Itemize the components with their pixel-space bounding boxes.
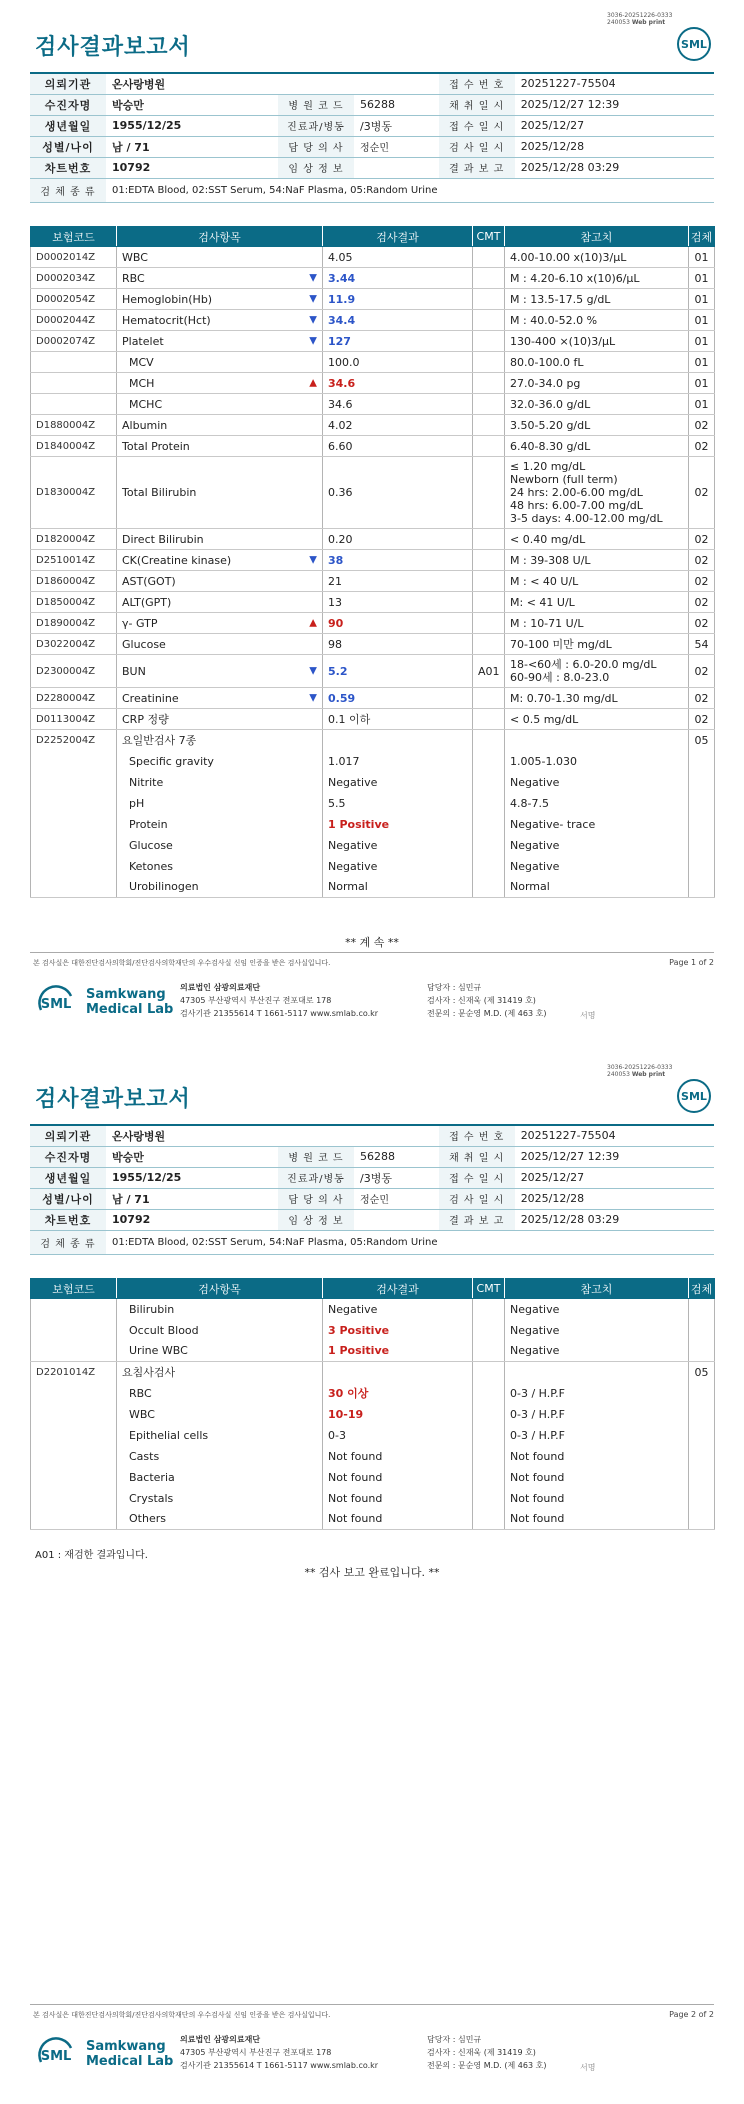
- test-code: D1880004Z: [31, 415, 117, 436]
- svg-text:SML: SML: [681, 1090, 707, 1103]
- low-flag-icon: ▼: [309, 665, 317, 677]
- test-cmt: [473, 571, 505, 592]
- table-row: [31, 655, 715, 688]
- test-result: 21: [323, 571, 473, 592]
- reference-range: Negative: [505, 1341, 689, 1362]
- samkwang-logo-icon: [35, 982, 77, 1024]
- specimen-code: 02: [689, 688, 715, 709]
- test-code: D0002054Z: [31, 289, 117, 310]
- test-code: D0002074Z: [31, 331, 117, 352]
- test-item-label: AST(GOT): [122, 574, 176, 588]
- test-item: Urine WBC: [117, 1341, 323, 1362]
- reference-range: M : 4.20-6.10 x(10)6/μL: [505, 268, 689, 289]
- test-cmt: [473, 634, 505, 655]
- table-row: [31, 571, 715, 592]
- low-flag-icon: ▼: [309, 554, 317, 566]
- print-id: 3036-20251226-0333 240053 Web print: [607, 1064, 673, 1078]
- specimen-code: 05: [689, 1362, 715, 1383]
- specimen-code: 54: [689, 634, 715, 655]
- table-row: [31, 1446, 715, 1467]
- test-cmt: [473, 310, 505, 331]
- test-result: 34.6: [323, 373, 473, 394]
- test-code: D2252004Z: [31, 730, 117, 751]
- test-item-label: Hemoglobin(Hb): [122, 292, 213, 306]
- reference-line: Newborn (full term): [510, 473, 618, 486]
- table-row: [31, 751, 715, 772]
- group-title: 요일반검사 7종: [117, 730, 323, 751]
- reference-range: 3.50-5.20 g/dL: [505, 415, 689, 436]
- test-result: 0.20: [323, 529, 473, 550]
- low-flag-icon: ▼: [309, 314, 317, 326]
- report-title: 검사결과보고서: [35, 35, 191, 60]
- table-row: [31, 373, 715, 394]
- reference-range: M : 10-71 U/L: [505, 613, 689, 634]
- patient-info-table: 의뢰기관 온사랑병원 접 수 번 호 20251227-75504 수진자명 박승만 병 원 코 드 56288 채 취 일 시 2025/12/27 12:39 생년월일 1955/12/25 진료과/병동 /3병동 접 수 일 시 2025/12/27 성별/나이 남 / 71 담 당 의 사 정순민 검 사 일 시 2025/12/28 차트번호 10792 임 상 정 보 결 과 보 고 2025/12/28 03:29 검 체 종 류 01:EDTA Blood, 02:SST Serum, 54:NaF Plasma, 05:Random Urine: [30, 1124, 714, 1255]
- report-title: 검사결과보고서: [35, 1087, 191, 1112]
- test-result: 1 Positive: [323, 814, 473, 835]
- test-cmt: [473, 592, 505, 613]
- test-cmt: [473, 709, 505, 730]
- test-item: [117, 592, 323, 613]
- report-page-2: 3036-20251226-0333 240053 Web print 검사결과보고서 SML 의뢰기관 온사랑병원 접 수 번 호 20251227-75504 수진자명 박승만 병 원 코 드 56288 채 취 일 시 2025/12/27 12:39 생년월일 1955/12/25 진료과/병동 /3병동 접 수 일 시 2025/12/27 성별/나이 남 / 71 담 당 의 사 정순민 검 사 일 시 2025/12/28 차트번호 10792 임 상 정 보 결 과 보 고 2025/12/28 03:29 검 체 종 류 01:EDTA Blood, 02:SST Serum, 54:NaF Plasma, 05:Random Urine 보험코드 검사항목 검사결과 CMT 참고치 검체 Bilirubin Negative Negative Occult Blood 3 Positive Negative Urine WBC 1 Positive Negative D2201014Z 요침사검사 05 RBC 30 이상 0-3 / H.P.F WBC 10-19 0-3 / H.P.F Epithelial cells 0-3 0-3 / H.P.F Casts Not found Not found Bacteria Not found Not found Crystals Not found Not found Others Not found Not found A01 : 재검한 결과입니다. ** 검사 보고 완료입니다. ** 본 검사실은 대한진단검사의학회/진단검사의학재단의 우수검사실 신임 인증을 받은 검사실입니다. Page 2 of 2 SML Samkwang Medical Lab 의료법인 삼광의료재단 47305 부산광역시 부산진구 전포대로 178 검사기관 21355614 T 1661-5117 www.smlab.co.kr 담당자 : 심민규 검사자 : 신재욱 (제 31419 호) 전문의 : 문순영 M.D. (제 463 호) 서명: [0, 1052, 744, 2104]
- reference-range: 4.00-10.00 x(10)3/μL: [505, 247, 689, 268]
- table-row: [31, 415, 715, 436]
- test-result: 34.4: [323, 310, 473, 331]
- group-title: 요침사검사: [117, 1362, 323, 1383]
- reference-range: Negative: [505, 1299, 689, 1320]
- reference-range: Negative- trace: [505, 814, 689, 835]
- test-code: D1840004Z: [31, 436, 117, 457]
- low-flag-icon: ▼: [309, 293, 317, 305]
- test-item-label: ALT(GPT): [122, 595, 172, 609]
- test-item-label: γ- GTP: [122, 616, 158, 630]
- reference-range: M : < 40 U/L: [505, 571, 689, 592]
- test-result: 10-19: [323, 1404, 473, 1425]
- report-complete: ** 검사 보고 완료입니다. **: [304, 1566, 440, 1579]
- test-item-label: Direct Bilirubin: [122, 532, 204, 546]
- lab-staff: 담당자 : 심민규 검사자 : 신재욱 (제 31419 호) 전문의 : 문순영 M.D. (제 463 호): [427, 2035, 547, 2070]
- specimen-code: 02: [689, 655, 715, 688]
- test-item-label: Creatinine: [122, 691, 179, 705]
- test-item: [117, 352, 323, 373]
- test-result: 13: [323, 592, 473, 613]
- test-item-label: MCHC: [129, 397, 163, 411]
- test-item: Urobilinogen: [117, 877, 323, 898]
- reference-range: Negative: [505, 1320, 689, 1341]
- test-result: Negative: [323, 835, 473, 856]
- test-item: [117, 571, 323, 592]
- table-row: [31, 352, 715, 373]
- test-item: RBC: [117, 1383, 323, 1404]
- test-cmt: [473, 613, 505, 634]
- test-item: [117, 655, 323, 688]
- test-item: Bilirubin: [117, 1299, 323, 1320]
- reference-range: 130-400 ×(10)3/μL: [505, 331, 689, 352]
- test-item: [117, 550, 323, 571]
- test-cmt: [473, 529, 505, 550]
- reference-range: 0-3 / H.P.F: [505, 1383, 689, 1404]
- table-row: [31, 1383, 715, 1404]
- test-code: D0002044Z: [31, 310, 117, 331]
- test-item: Others: [117, 1509, 323, 1530]
- report-page-1: 3036-20251226-0333 240053 Web print 검사결과보고서 SML 의뢰기관 온사랑병원 접 수 번 호 20251227-75504 수진자명 박승만 병 원 코 드 56288 채 취 일 시 2025/12/27 12:39 생년월일 1955/12/25 진료과/병동 /3병동 접 수 일 시 2025/12/27 성별/나이 남 / 71 담 당 의 사 정순민 검 사 일 시 2025/12/28 차트번호 10792 임 상 정 보 결 과 보 고 2025/12/28 03:29 검 체 종 류 01:EDTA Blood, 02:SST Serum, 54:NaF Plasma, 05:Random Urine 보험코드 검사항목 검사결과 CMT 참고치 검체 D0002014Z WBC 4.05 4.00-10.00 x(10)3/μL 01 D0002034Z RBC ▼ 3.44 M : 4.20-6.10 x(10)6/μL 01 D0002054Z Hemoglobin(Hb) ▼ 11.9 M : 13.5-17.5 g/dL 01 D0002044Z Hematocrit(Hct) ▼ 34.4 M : 40.0-52.0 % 01 D0002074Z Platelet ▼ 127 130-400 ×(10)3/μL 01 MCV 100.0 80.0-100.0 fL 01 MCH ▲ 34.6 27.0-34.0 pg 01 MCHC 34.6 32.0-36.0 g/dL 01 D1880004Z Albumin 4.02 3.50-5.20 g/dL 02 D1840004Z Total Protein 6.60 6.40-8.30 g/dL 02 D1830004Z Total Bilirubin 0.36 ≤ 1.20 mg/dL Newborn (full term) 24 hrs: 2.00-6.00 mg/dL 48 hrs: 6.00-7.00 mg/dL 3-5 days: 4.00-12.00 mg/dL 02 D1820004Z Direct Bilirubin 0.20 < 0.40 mg/dL 02 D2510014Z CK(Creatine kinase) ▼ 38 M : 39-308 U/L 02 D1860004Z AST(GOT) 21 M : < 40 U/L 02 D1850004Z ALT(GPT) 13 M: < 41 U/L 02 D1890004Z γ- GTP ▲ 90 M : 10-71 U/L 02 D3022004Z Glucose 98 70-100 미만 mg/dL 54 D2300004Z BUN ▼ 5.2 A01 18-<60세 : 6.0-20.0 mg/dL 60-90세 : 8.0-23.0 02 D2280004Z Creatinine ▼ 0.59 M: 0.70-1.30 mg/dL 02 D0113004Z CRP 정량 0.1 이하 < 0.5 mg/dL 02 D2252004Z 요일반검사 7종 05 Specific gravity 1.017 1.005-1.030 Nitrite Negative Negative pH 5.5 4.8-7.5 Protein 1 Positive Negative- trace Glucose Negative Negative Ketones Negative Negative Urobilinogen Normal Normal ** 계 속 ** 본 검사실은 대한진단검사의학회/진단검사의학재단의 우수검사실 신임 인증을 받은 검사실입니다. Page 1 of 2 SML Samkwang Medical Lab 의료법인 삼광의료재단 47305 부산광역시 부산진구 전포대로 178 검사기관 21355614 T 1661-5117 www.smlab.co.kr 담당자 : 심민규 검사자 : 신재욱 (제 31419 호) 전문의 : 문순영 M.D. (제 463 호) 서명: [0, 0, 744, 1052]
- test-item: [117, 331, 323, 352]
- test-item: Crystals: [117, 1488, 323, 1509]
- reference-range: Not found: [505, 1467, 689, 1488]
- test-code: [31, 373, 117, 394]
- reference-line: 3-5 days: 4.00-12.00 mg/dL: [510, 512, 663, 525]
- specimen-code: 01: [689, 331, 715, 352]
- test-result: 4.02: [323, 415, 473, 436]
- test-item-label: MCV: [129, 355, 154, 369]
- svg-text:SML: SML: [40, 997, 72, 1012]
- test-item: Specific gravity: [117, 751, 323, 772]
- test-item: Epithelial cells: [117, 1425, 323, 1446]
- specimen-code: 02: [689, 571, 715, 592]
- table-row: [31, 592, 715, 613]
- lab-staff: 담당자 : 심민규 검사자 : 신재욱 (제 31419 호) 전문의 : 문순영 M.D. (제 463 호): [427, 983, 547, 1018]
- test-result: 38: [323, 550, 473, 571]
- table-row: [31, 1341, 715, 1362]
- test-result: 4.05: [323, 247, 473, 268]
- table-row: [31, 1488, 715, 1509]
- test-item-label: CK(Creatine kinase): [122, 553, 232, 567]
- reference-range: 1.005-1.030: [505, 751, 689, 772]
- test-item-label: Albumin: [122, 418, 168, 432]
- test-cmt: [473, 352, 505, 373]
- test-code: D2300004Z: [31, 655, 117, 688]
- test-result: 127: [323, 331, 473, 352]
- specimen-code: 05: [689, 730, 715, 751]
- specimen-code: 02: [689, 415, 715, 436]
- test-code: D2280004Z: [31, 688, 117, 709]
- test-result: Negative: [323, 1299, 473, 1320]
- test-result: Negative: [323, 856, 473, 877]
- test-item: Occult Blood: [117, 1320, 323, 1341]
- test-cmt: [473, 373, 505, 394]
- specimen-code: 01: [689, 394, 715, 415]
- specimen-code: 02: [689, 436, 715, 457]
- table-row: [31, 1509, 715, 1530]
- test-result: Not found: [323, 1446, 473, 1467]
- lab-address: 의료법인 삼광의료재단 47305 부산광역시 부산진구 전포대로 178 검사기관 21355614 T 1661-5117 www.smlab.co.kr: [180, 983, 379, 1018]
- test-code: D2510014Z: [31, 550, 117, 571]
- test-item: [117, 688, 323, 709]
- table-row: [31, 550, 715, 571]
- test-item-label: BUN: [122, 664, 146, 678]
- test-result: 100.0: [323, 352, 473, 373]
- test-item: [117, 415, 323, 436]
- test-item-label: Total Bilirubin: [122, 486, 197, 499]
- test-result: 34.6: [323, 394, 473, 415]
- signature: 서명: [580, 2063, 596, 2072]
- reference-line: 60-90세 : 8.0-23.0: [510, 671, 610, 684]
- test-cmt: [473, 247, 505, 268]
- continued-note: ** 계 속 **: [345, 936, 399, 949]
- test-item: [117, 373, 323, 394]
- test-code: D2201014Z: [31, 1362, 117, 1383]
- specimen-code: 01: [689, 268, 715, 289]
- test-item: [117, 289, 323, 310]
- brand-name: Samkwang Medical Lab: [86, 2039, 174, 2069]
- reference-line: ≤ 1.20 mg/dL: [510, 460, 586, 473]
- specimen-code: 02: [689, 613, 715, 634]
- reference-line: 48 hrs: 6.00-7.00 mg/dL: [510, 499, 643, 512]
- table-row: [31, 1425, 715, 1446]
- signature: 서명: [580, 1011, 596, 1020]
- a01-note: A01 : 재검한 결과입니다.: [35, 1550, 148, 1561]
- print-id: 3036-20251226-0333 240053 Web print: [607, 12, 673, 26]
- test-result: 30 이상: [323, 1383, 473, 1404]
- specimen-code: 02: [689, 457, 715, 529]
- specimen-code: 01: [689, 310, 715, 331]
- test-result: 6.60: [323, 436, 473, 457]
- reference-range: < 0.40 mg/dL: [505, 529, 689, 550]
- test-result: Not found: [323, 1488, 473, 1509]
- test-result: Normal: [323, 877, 473, 898]
- test-result: 0.59: [323, 688, 473, 709]
- test-code: [31, 394, 117, 415]
- table-row: [31, 793, 715, 814]
- table-row: [31, 394, 715, 415]
- reference-range: 70-100 미만 mg/dL: [505, 634, 689, 655]
- reference-range: M : 13.5-17.5 g/dL: [505, 289, 689, 310]
- table-row: [31, 634, 715, 655]
- test-result: 0.36: [323, 457, 473, 529]
- reference-range: 0-3 / H.P.F: [505, 1404, 689, 1425]
- test-code: D0113004Z: [31, 709, 117, 730]
- test-item: [117, 247, 323, 268]
- test-item: Bacteria: [117, 1467, 323, 1488]
- table-row: [31, 856, 715, 877]
- specimen-code: 02: [689, 709, 715, 730]
- table-row: [31, 1299, 715, 1320]
- test-item-label: MCH: [129, 376, 155, 390]
- table-row: [31, 835, 715, 856]
- reference-line: 24 hrs: 2.00-6.00 mg/dL: [510, 486, 643, 499]
- test-result: 1 Positive: [323, 1341, 473, 1362]
- test-cmt: [473, 457, 505, 529]
- test-result: 5.2: [323, 655, 473, 688]
- table-row: [31, 772, 715, 793]
- table-row: [31, 457, 715, 529]
- test-code: D0002034Z: [31, 268, 117, 289]
- test-cmt: [473, 688, 505, 709]
- test-item: Ketones: [117, 856, 323, 877]
- table-row: [31, 529, 715, 550]
- table-row: [31, 1404, 715, 1425]
- table-row: [31, 247, 715, 268]
- reference-range: Normal: [505, 877, 689, 898]
- test-result: 5.5: [323, 793, 473, 814]
- table-row: [31, 310, 715, 331]
- table-row: [31, 289, 715, 310]
- results-table-page-1: 보험코드 검사항목 검사결과 CMT 참고치 검체 D0002014Z WBC 4.05 4.00-10.00 x(10)3/μL 01 D0002034Z RBC ▼ 3.44 M : 4.20-6.10 x(10)6/μL 01 D0002054Z Hemoglobin(Hb) ▼ 11.9 M : 13.5-17.5 g/dL 01 D0002044Z Hematocrit(Hct) ▼ 34.4 M : 40.0-52.0 % 01 D0002074Z Platelet ▼ 127 130-400 ×(10)3/μL 01 MCV 100.0 80.0-100.0 fL 01 MCH ▲ 34.6 27.0-34.0 pg 01 MCHC 34.6 32.0-36.0 g/dL 01 D1880004Z Albumin 4.02 3.50-5.20 g/dL 02 D1840004Z Total Protein 6.60 6.40-8.30 g/dL 02 D1830004Z Total Bilirubin 0.36 ≤ 1.20 mg/dL Newborn (full term) 24 hrs: 2.00-6.00 mg/dL 48 hrs: 6.00-7.00 mg/dL 3-5 days: 4.00-12.00 mg/dL 02 D1820004Z Direct Bilirubin 0.20 < 0.40 mg/dL 02 D2510014Z CK(Creatine kinase) ▼ 38 M : 39-308 U/L 02 D1860004Z AST(GOT) 21 M : < 40 U/L 02 D1850004Z ALT(GPT) 13 M: < 41 U/L 02 D1890004Z γ- GTP ▲ 90 M : 10-71 U/L 02 D3022004Z Glucose 98 70-100 미만 mg/dL 54 D2300004Z BUN ▼ 5.2 A01 18-<60세 : 6.0-20.0 mg/dL 60-90세 : 8.0-23.0 02 D2280004Z Creatinine ▼ 0.59 M: 0.70-1.30 mg/dL 02 D0113004Z CRP 정량 0.1 이하 < 0.5 mg/dL 02 D2252004Z 요일반검사 7종 05 Specific gravity 1.017 1.005-1.030 Nitrite Negative Negative pH 5.5 4.8-7.5 Protein 1 Positive Negative- trace Glucose Negative Negative Ketones Negative Negative Urobilinogen Normal Normal: [30, 226, 715, 898]
- patient-info-table: 의뢰기관 온사랑병원 접 수 번 호 20251227-75504 수진자명 박승만 병 원 코 드 56288 채 취 일 시 2025/12/27 12:39 생년월일 1955/12/25 진료과/병동 /3병동 접 수 일 시 2025/12/27 성별/나이 남 / 71 담 당 의 사 정순민 검 사 일 시 2025/12/28 차트번호 10792 임 상 정 보 결 과 보 고 2025/12/28 03:29 검 체 종 류 01:EDTA Blood, 02:SST Serum, 54:NaF Plasma, 05:Random Urine: [30, 72, 714, 203]
- test-code: [31, 352, 117, 373]
- test-item-label: WBC: [122, 250, 148, 264]
- test-item: [117, 613, 323, 634]
- test-item: Casts: [117, 1446, 323, 1467]
- test-item-label: CRP 정량: [122, 713, 169, 726]
- reference-range: 6.40-8.30 g/dL: [505, 436, 689, 457]
- group-row: [31, 1362, 715, 1383]
- group-row: [31, 730, 715, 751]
- sml-logo-icon: [676, 1078, 712, 1114]
- test-item: [117, 529, 323, 550]
- test-code: D1830004Z: [31, 457, 117, 529]
- specimen-code: 02: [689, 592, 715, 613]
- reference-range: 32.0-36.0 g/dL: [505, 394, 689, 415]
- test-item: [117, 436, 323, 457]
- specimen-code: 01: [689, 373, 715, 394]
- specimen-code: 01: [689, 289, 715, 310]
- test-cmt: [473, 289, 505, 310]
- test-cmt: [473, 550, 505, 571]
- table-row: [31, 877, 715, 898]
- low-flag-icon: ▼: [309, 335, 317, 347]
- low-flag-icon: ▼: [309, 692, 317, 704]
- reference-range: Not found: [505, 1446, 689, 1467]
- reference-range: [505, 457, 689, 529]
- test-result: 0.1 이하: [323, 709, 473, 730]
- high-flag-icon: ▲: [309, 377, 317, 389]
- high-flag-icon: ▲: [309, 617, 317, 629]
- reference-range: < 0.5 mg/dL: [505, 709, 689, 730]
- test-result: 90: [323, 613, 473, 634]
- specimen-code: 02: [689, 529, 715, 550]
- reference-range: 80.0-100.0 fL: [505, 352, 689, 373]
- test-cmt: [473, 331, 505, 352]
- table-row: [31, 688, 715, 709]
- test-item: [117, 268, 323, 289]
- sml-logo-icon: [676, 26, 712, 62]
- specimen-code: 01: [689, 247, 715, 268]
- test-result: 3.44: [323, 268, 473, 289]
- svg-text:SML: SML: [40, 2049, 72, 2064]
- results-table-page-2: 보험코드 검사항목 검사결과 CMT 참고치 검체 Bilirubin Negative Negative Occult Blood 3 Positive Negative Urine WBC 1 Positive Negative D2201014Z 요침사검사 05 RBC 30 이상 0-3 / H.P.F WBC 10-19 0-3 / H.P.F Epithelial cells 0-3 0-3 / H.P.F Casts Not found Not found Bacteria Not found Not found Crystals Not found Not found Others Not found Not found: [30, 1278, 715, 1530]
- test-item: Nitrite: [117, 772, 323, 793]
- reference-range: 4.8-7.5: [505, 793, 689, 814]
- reference-range: [505, 655, 689, 688]
- reference-range: 27.0-34.0 pg: [505, 373, 689, 394]
- reference-line: 18-<60세 : 6.0-20.0 mg/dL: [510, 658, 657, 671]
- test-code: D0002014Z: [31, 247, 117, 268]
- specimen-code: 01: [689, 352, 715, 373]
- test-result: 0-3: [323, 1425, 473, 1446]
- test-item: WBC: [117, 1404, 323, 1425]
- low-flag-icon: ▼: [309, 272, 317, 284]
- test-item: pH: [117, 793, 323, 814]
- reference-range: 0-3 / H.P.F: [505, 1425, 689, 1446]
- test-item: Glucose: [117, 835, 323, 856]
- table-row: [31, 1320, 715, 1341]
- test-item-label: Total Protein: [122, 439, 190, 453]
- test-item-label: Platelet: [122, 334, 164, 348]
- test-item: [117, 394, 323, 415]
- test-code: D1860004Z: [31, 571, 117, 592]
- test-item: [117, 634, 323, 655]
- test-code: D1890004Z: [31, 613, 117, 634]
- test-result: 3 Positive: [323, 1320, 473, 1341]
- test-result: 98: [323, 634, 473, 655]
- reference-range: Not found: [505, 1488, 689, 1509]
- test-item: Protein: [117, 814, 323, 835]
- test-code: D1820004Z: [31, 529, 117, 550]
- test-code: D3022004Z: [31, 634, 117, 655]
- test-code: D1850004Z: [31, 592, 117, 613]
- table-row: [31, 331, 715, 352]
- test-result: 11.9: [323, 289, 473, 310]
- table-row: [31, 613, 715, 634]
- table-row: [31, 268, 715, 289]
- test-cmt: [473, 268, 505, 289]
- brand-name: Samkwang Medical Lab: [86, 987, 174, 1017]
- test-result: 1.017: [323, 751, 473, 772]
- reference-range: Negative: [505, 835, 689, 856]
- test-item: [117, 709, 323, 730]
- test-cmt: [473, 394, 505, 415]
- table-row: [31, 436, 715, 457]
- lab-address: 의료법인 삼광의료재단 47305 부산광역시 부산진구 전포대로 178 검사기관 21355614 T 1661-5117 www.smlab.co.kr: [180, 2035, 379, 2070]
- table-row: [31, 709, 715, 730]
- test-result: Negative: [323, 772, 473, 793]
- test-item: [117, 457, 323, 529]
- test-item-label: Hematocrit(Hct): [122, 313, 211, 327]
- test-result: Not found: [323, 1509, 473, 1530]
- reference-range: Negative: [505, 856, 689, 877]
- test-cmt: [473, 415, 505, 436]
- svg-text:SML: SML: [681, 38, 707, 51]
- test-cmt: [473, 436, 505, 457]
- table-row: [31, 1467, 715, 1488]
- specimen-code: 02: [689, 550, 715, 571]
- reference-range: M : 39-308 U/L: [505, 550, 689, 571]
- reference-range: Negative: [505, 772, 689, 793]
- reference-range: M: < 41 U/L: [505, 592, 689, 613]
- reference-range: M : 40.0-52.0 %: [505, 310, 689, 331]
- table-row: [31, 814, 715, 835]
- test-item-label: Glucose: [122, 637, 166, 651]
- reference-range: Not found: [505, 1509, 689, 1530]
- samkwang-logo-icon: [35, 2034, 77, 2076]
- reference-range: M: 0.70-1.30 mg/dL: [505, 688, 689, 709]
- test-item-label: RBC: [122, 271, 145, 285]
- test-cmt: A01: [473, 655, 505, 688]
- test-result: Not found: [323, 1467, 473, 1488]
- test-item: [117, 310, 323, 331]
